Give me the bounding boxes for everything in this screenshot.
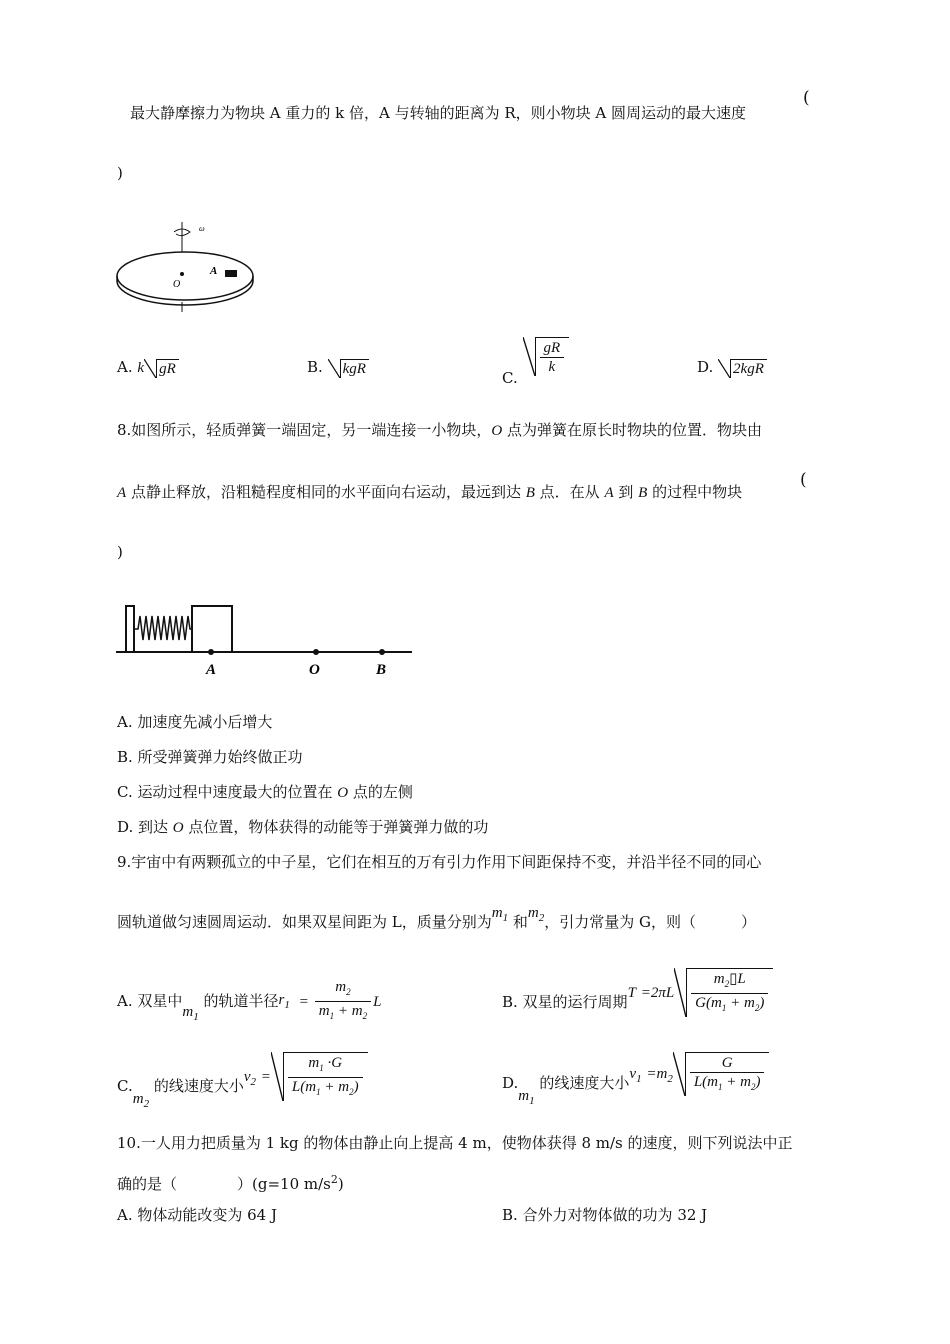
q9-option-c-m2: $m_2$ (132, 1090, 150, 1110)
q8-stem-text-6: 的过程中物块 (647, 483, 743, 501)
q7-option-a-radicand: gR (156, 359, 179, 378)
q8-stem-text-2: 点为弹簧在原长时物块的位置．物块由 (502, 421, 762, 439)
q7-paren-close: ) (117, 164, 123, 182)
q9-option-b-2pi: 2π (650, 984, 666, 1001)
q9-option-a-m1: $m_1$ (182, 1003, 199, 1023)
q8-stem-o: O (491, 423, 503, 439)
q8-spring-figure (114, 600, 416, 680)
q8-option-d-text-2: 点位置，物体获得的动能等于弹簧弹力做的功 (183, 818, 489, 836)
q8-option-c-text-2: 点的左侧 (348, 783, 413, 801)
q9-option-a-den: $m_1 + m_2$ (318, 1003, 368, 1021)
q9-option-c-label: C. (117, 1076, 133, 1095)
q9-option-b-eq: = (640, 984, 651, 1001)
q8-option-b[interactable]: B. 所受弹簧弹力始终做正功 (117, 748, 303, 766)
q9-option-b[interactable] (502, 962, 773, 1011)
q9-stem-m1: $m_1$ (491, 905, 509, 924)
q10-stem-text-2: ) (337, 1175, 344, 1193)
q9-option-d-m2: $m_2$ (656, 1066, 673, 1085)
q7-turntable-figure (110, 218, 260, 318)
q9-option-b-text: B. 双星的运行周期 (502, 992, 628, 1011)
q7-option-b[interactable] (307, 358, 369, 378)
q7-option-a-sqrt (144, 359, 179, 378)
q9-option-d-den: $L(m_1 + m_2)$ (693, 1074, 761, 1092)
q9-stem-m2: $m_2$ (527, 905, 545, 924)
q9-option-a-text-1: A. 双星中 (117, 991, 183, 1010)
q8-option-a[interactable]: A. 加速度先减小后增大 (117, 713, 273, 731)
q9-option-c-text: 的线速度大小 (149, 1076, 244, 1095)
q9-option-a-text-2: 的轨道半径 (198, 991, 279, 1010)
q7-option-b-sqrt (328, 359, 369, 378)
q8-paren-close: ) (117, 543, 123, 561)
q8-stem-b2: B (638, 485, 648, 501)
q9-option-a-frac (315, 978, 371, 1025)
q7-option-c-num: gR (540, 339, 565, 358)
q9-option-c-den: $L(m_1 + m_2)$ (291, 1079, 359, 1097)
q9-option-d-m1: $m_1$ (518, 1088, 535, 1107)
q9-option-a-l: L (373, 993, 382, 1010)
q9-stem-and: 和 (512, 913, 528, 931)
q7-option-b-label: B. (307, 358, 323, 376)
q9-stem-text-1: 圆轨道做匀速圆周运动．如果双星间距为 L，质量分别为 (117, 913, 492, 931)
q8-stem-text-3: 点静止释放，沿粗糙程度相同的水平面向右运动，最远到达 (126, 483, 526, 501)
q7-stem-line (130, 103, 746, 123)
q9-option-c-v2: $v_2$ (243, 1068, 257, 1088)
q7-option-d-label: D. (697, 358, 714, 376)
q7-stem-text: 最大静摩擦力为物块 A 重力的 k 倍，A 与转轴的距离为 R，则小物块 A 圆周运动的最大速度 (130, 104, 747, 122)
q8-stem-text-1: 8.如图所示，轻质弹簧一端固定，另一端连接一小物块， (117, 421, 492, 439)
q8-fig-label-a: A (206, 662, 217, 678)
q10-stem-sup: 2 (330, 1173, 338, 1186)
q9-option-d-eq: = (646, 1066, 657, 1082)
q9-option-b-den: $G(m_1 + m_2)$ (695, 995, 765, 1013)
q7-paren-open: ( (803, 88, 810, 108)
q9-option-b-t: T (627, 984, 636, 1001)
q9-option-b-l: L (665, 984, 675, 1001)
q7-option-b-radicand: kgR (340, 359, 369, 378)
q9-option-b-sqrt (674, 968, 773, 1017)
q8-stem-text-4: 点．在从 (534, 483, 605, 501)
q10-stem-text-1: 确的是（ ）(g=10 m/s (117, 1175, 331, 1193)
q8-option-c[interactable] (117, 782, 413, 803)
q7-fig-label-a: A (210, 265, 218, 277)
q9-option-a[interactable] (117, 968, 382, 1023)
q8-fig-label-o: O (309, 662, 320, 678)
q9-option-d-sqrt (673, 1052, 770, 1096)
q7-option-c[interactable] (502, 337, 569, 387)
q9-option-d[interactable] (502, 1046, 769, 1107)
q9-option-b-num: $m_2▯L$ (691, 970, 768, 994)
q9-option-a-r1: $r_1$ (278, 991, 290, 1011)
q7-option-a-label: A. (117, 358, 133, 376)
q9-stem-text-2: ，引力常量为 G，则（ ） (544, 913, 756, 931)
q8-paren-open: ( (800, 470, 807, 490)
q7-option-d[interactable] (697, 358, 767, 378)
q9-option-c-sqrt (271, 1052, 368, 1101)
q9-option-c[interactable] (117, 1046, 368, 1110)
q7-option-c-label: C. (502, 368, 518, 387)
q7-option-d-sqrt (718, 359, 767, 378)
q9-stem-line1: 9.宇宙中有两颗孤立的中子星，它们在相互的万有引力作用下间距保持不变，并沿半径不同的同心 (117, 853, 762, 871)
q9-stem-line2 (117, 905, 756, 938)
q10-option-b[interactable]: B. 合外力对物体做的功为 32 J (502, 1206, 708, 1224)
q8-option-d-text-1: D. 到达 (117, 818, 173, 836)
q9-option-d-label: D. (502, 1074, 519, 1092)
q8-stem-b: B (525, 485, 535, 501)
q9-option-a-num: $m_2$ (315, 978, 371, 1002)
q9-option-c-eq: = (260, 1068, 271, 1085)
q8-option-c-text-1: C. 运动过程中速度最大的位置在 (117, 783, 338, 801)
q8-option-d-o: O (172, 820, 184, 836)
q8-fig-label-b: B (376, 662, 387, 678)
q7-option-a[interactable] (117, 358, 179, 378)
q9-option-d-v1: $v_1$ (629, 1066, 642, 1085)
q10-option-a[interactable]: A. 物体动能改变为 64 J (117, 1206, 278, 1224)
q8-stem-line2 (117, 482, 742, 503)
q7-option-d-radicand: 2kgR (730, 359, 767, 378)
q9-option-d-num: G (690, 1054, 765, 1073)
q8-option-c-o: O (337, 785, 349, 801)
q8-stem-text-5: 到 (613, 483, 639, 501)
q7-fig-omega: ω (199, 224, 205, 233)
q7-option-a-coef: k (137, 360, 145, 376)
q8-stem-a2: A (604, 485, 614, 501)
q8-stem-a: A (117, 485, 127, 501)
q9-option-c-num: $m_1 \cdot G$ (288, 1054, 363, 1078)
q7-option-c-den: k (548, 359, 556, 375)
q7-option-c-sqrt (523, 337, 570, 376)
q9-option-a-eq: = (298, 993, 309, 1010)
q10-stem-line1: 10.一人用力把质量为 1 kg 的物体由静止向上提高 4 m，使物体获得 8 m/s 的速度，则下列说法中正 (117, 1134, 793, 1152)
q10-stem-line2 (117, 1170, 344, 1194)
q8-stem-line1 (117, 420, 762, 441)
q9-option-d-text: 的线速度大小 (534, 1074, 630, 1092)
q8-option-d[interactable] (117, 817, 488, 838)
q7-fig-label-o: O (173, 279, 181, 290)
